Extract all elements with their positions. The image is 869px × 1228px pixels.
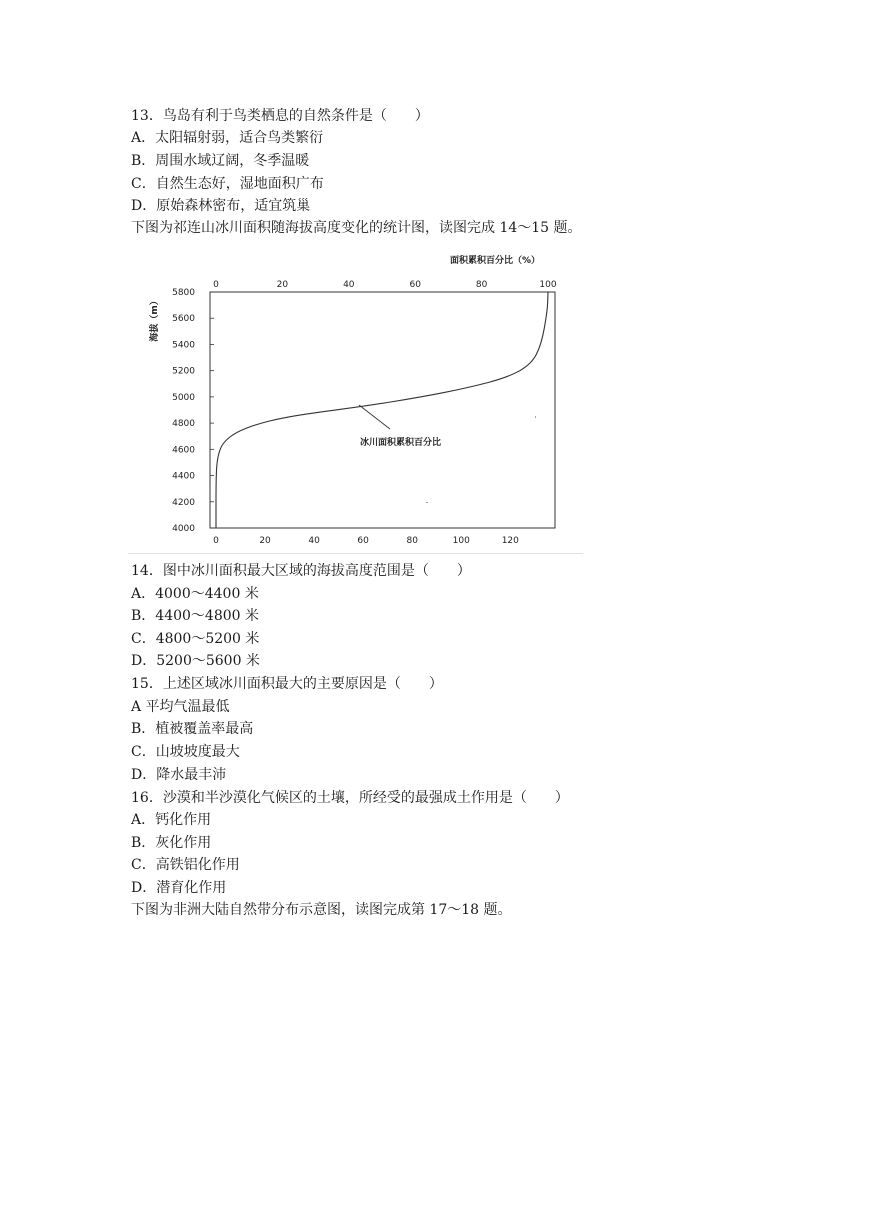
intro-14-15: 下图为祁连山冰川面积随海拔高度变化的统计图，读图完成 14～15 题。 bbox=[131, 220, 582, 236]
q16-option-b: B．灰化作用 bbox=[131, 835, 212, 851]
q14-option-d: D．5200～5600 米 bbox=[131, 653, 260, 669]
q16-option-a: A．钙化作用 bbox=[131, 812, 212, 828]
speck bbox=[426, 502, 428, 503]
y-tick-label: 5600 bbox=[172, 314, 195, 325]
top-tick-label: 60 bbox=[409, 280, 421, 290]
q15-option-d: D．降水最丰沛 bbox=[131, 767, 227, 783]
speck bbox=[535, 416, 536, 418]
q14-stem: 14．图中冰川面积最大区域的海拔高度范围是（ ） bbox=[131, 563, 471, 579]
bottom-tick-label: 0 bbox=[213, 536, 219, 546]
q13-stem: 13．鸟岛有利于鸟类栖息的自然条件是（ ） bbox=[131, 108, 429, 124]
q14-option-c: C．4800～5200 米 bbox=[131, 631, 260, 647]
y-tick-label: 4200 bbox=[172, 497, 195, 508]
bottom-tick-label: 40 bbox=[308, 536, 320, 546]
chart-title: 面积累积百分比（%） bbox=[450, 256, 541, 266]
q16-stem: 16．沙漠和半沙漠化气候区的土壤，所经受的最强成土作用是（ ） bbox=[131, 790, 569, 806]
q13-option-c: C．自然生态好，湿地面积广布 bbox=[131, 176, 324, 192]
y-tick-label: 5400 bbox=[172, 340, 195, 351]
y-tick-label: 5200 bbox=[172, 366, 195, 377]
q15-option-b: B．植被覆盖率最高 bbox=[131, 721, 254, 737]
plot-frame bbox=[210, 292, 555, 528]
q13-option-d: D．原始森林密布，适宜筑巢 bbox=[131, 198, 311, 214]
q15-option-c: C．山坡坡度最大 bbox=[131, 744, 240, 760]
y-tick-label: 5000 bbox=[172, 392, 195, 403]
bottom-tick-label: 100 bbox=[452, 536, 470, 546]
top-tick-label: 80 bbox=[475, 280, 488, 290]
glacier-area-chart bbox=[128, 246, 583, 554]
figure-bottom-rule bbox=[128, 553, 583, 554]
top-tick-label: 20 bbox=[276, 280, 289, 290]
y-tick-label: 4800 bbox=[172, 419, 195, 430]
top-tick-label: 0 bbox=[213, 280, 219, 290]
bottom-tick-label: 20 bbox=[259, 536, 271, 546]
bottom-tick-label: 120 bbox=[501, 536, 519, 546]
q16-option-c: C．高铁铝化作用 bbox=[131, 857, 240, 873]
q15-stem: 15．上述区域冰川面积最大的主要原因是（ ） bbox=[131, 676, 443, 692]
q13-option-a: A．太阳辐射弱，适合鸟类繁衍 bbox=[131, 130, 324, 146]
intro-17-18: 下图为非洲大陆自然带分布示意图，读图完成第 17～18 题。 bbox=[131, 902, 512, 918]
chart-annotation: 冰川面积累积百分比 bbox=[360, 438, 442, 448]
top-tick-label: 100 bbox=[539, 280, 557, 290]
y-tick-label: 4400 bbox=[172, 471, 195, 482]
bottom-tick-label: 80 bbox=[406, 536, 418, 546]
q13-option-b: B．周围水域辽阔，冬季温暖 bbox=[131, 153, 310, 169]
top-tick-label: 40 bbox=[343, 280, 355, 290]
q16-option-d: D．潜育化作用 bbox=[131, 880, 227, 896]
glacier-cumulative-area-line bbox=[216, 292, 548, 528]
y-tick-label: 5800 bbox=[172, 288, 195, 298]
y-tick-label: 4600 bbox=[172, 445, 195, 456]
annotation-leader bbox=[359, 405, 390, 429]
chart-y-label: 海拔（m） bbox=[150, 296, 160, 342]
y-tick-label: 4000 bbox=[172, 524, 195, 534]
q14-option-a: A．4000～4400 米 bbox=[131, 586, 259, 602]
bottom-tick-label: 60 bbox=[357, 536, 369, 546]
q15-option-a: A 平均气温最低 bbox=[131, 699, 230, 715]
q14-option-b: B．4400～4800 米 bbox=[131, 608, 259, 624]
